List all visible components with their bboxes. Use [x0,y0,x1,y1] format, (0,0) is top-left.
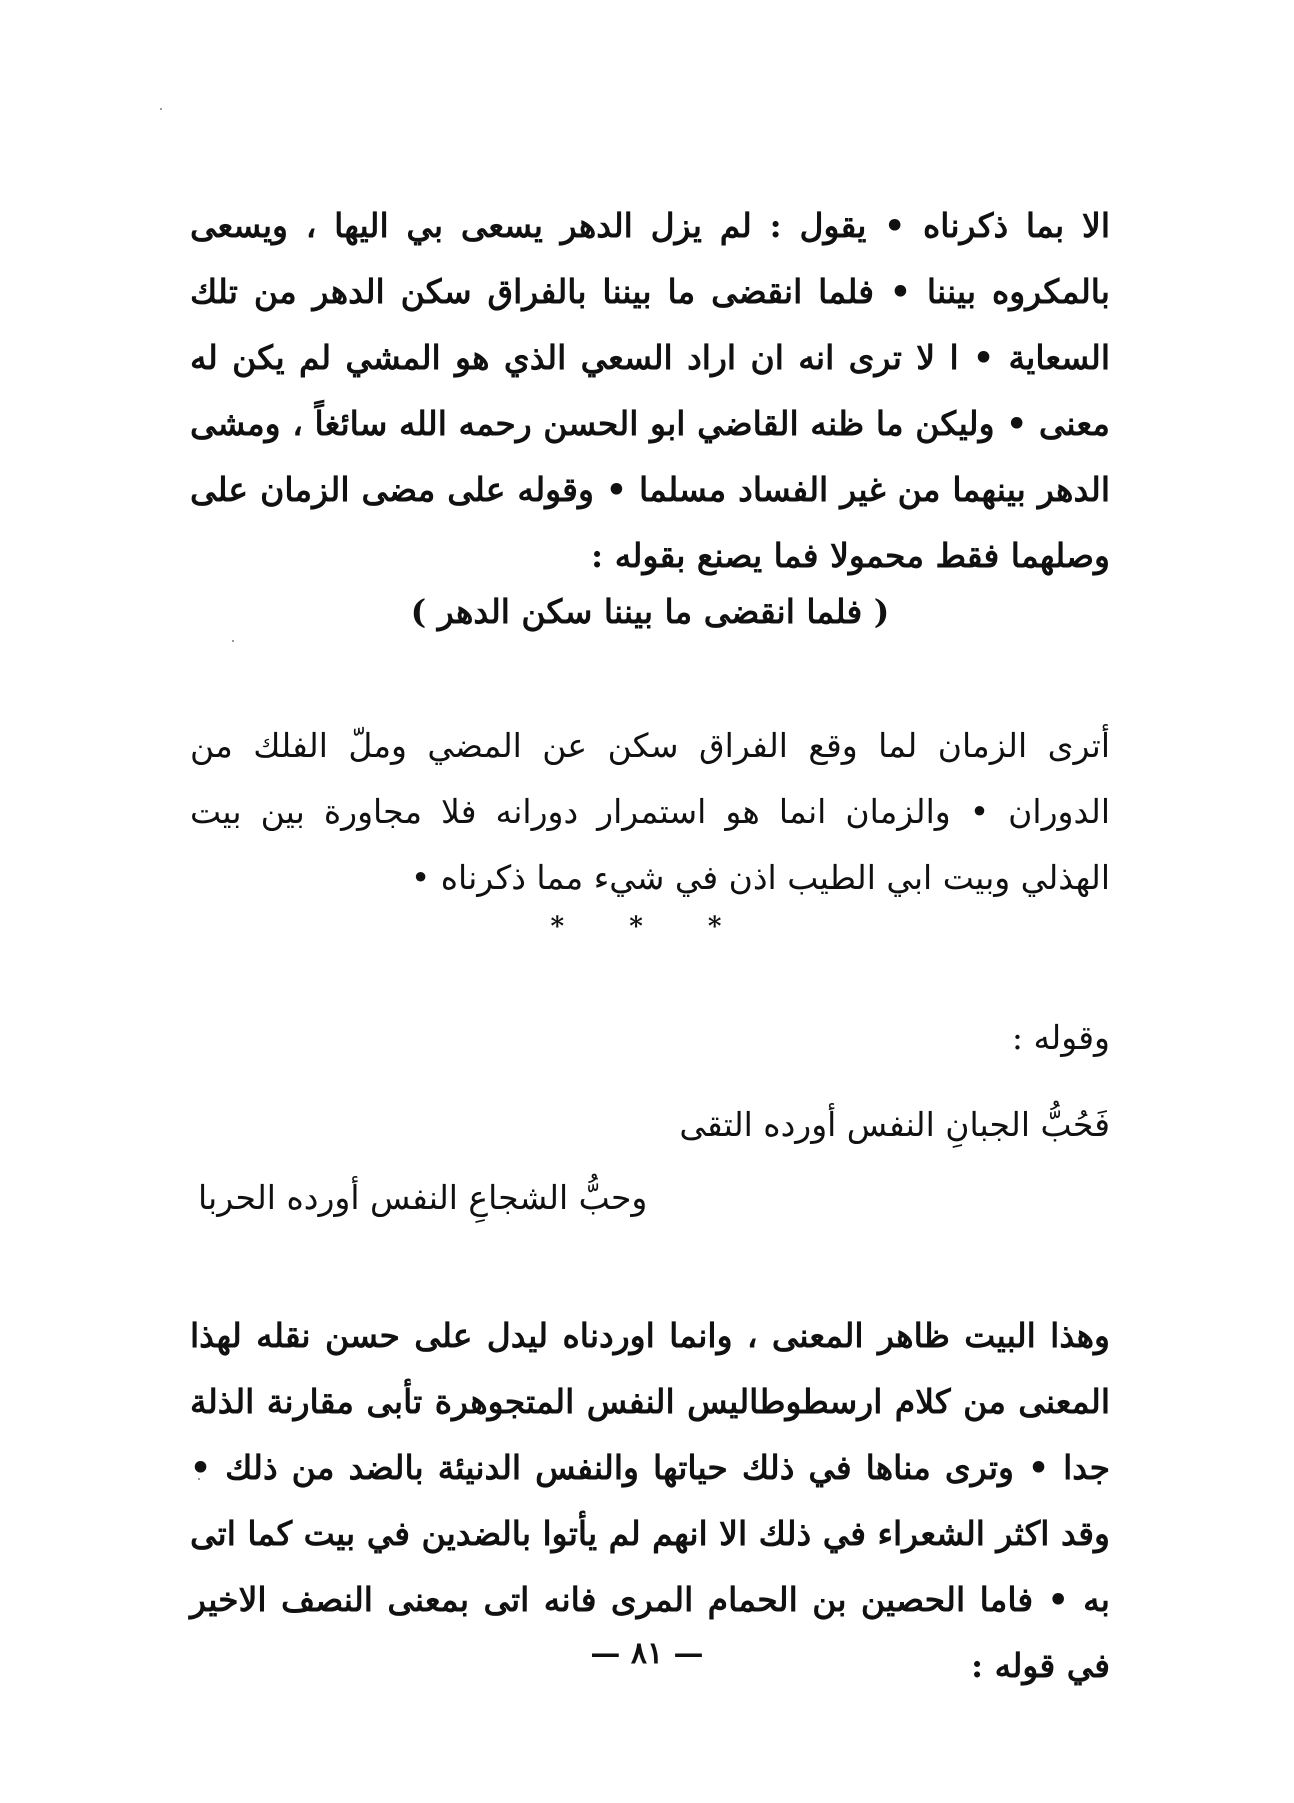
quoted-hemistich: ( فلما انقضى ما بيننا سكن الدهر ) [410,592,890,631]
section-separator: * * * [550,912,750,942]
paragraph-1: الا بما ذكرناه • يقول : لم يزل الدهر يسعى بي اليها ، ويسعى بالمكروه بيننا • فلما انقضى ما بيننا بالفراق سكن الدهر من تلك السعاية • ا لا ترى انه ان اراد السعي الذي هو المشي لم يكن له معنى • وليكن ما ظنه القاضي ابو الحسن رحمه الله سائغاً ، ومشى الدهر بينهما من غير الفساد مسلما • وقوله على مضى الزمان على وصلهما فقط محمولا فما يصنع بقوله : [190,206,1110,575]
verse-introduction: وقوله : [1011,1018,1110,1057]
paragraph-2: أترى الزمان لما وقع الفراق سكن عن المضي وملّ الفلك من الدوران • والزمان انما هو استمرار دورانه فلا مجاورة بين بيت الهذلي وبيت ابي الطيب اذن في شيء مما ذكرناه • [190,726,1110,897]
verse-second-hemistich: وحبُّ الشجاعِ النفس أورده الحربا [198,1178,648,1217]
page-number: — ٨١ — [590,1636,704,1671]
verse-first-hemistich: فَحُبُّ الجبانِ النفس أورده التقى [679,1105,1110,1144]
paragraph-3: وهذا البيت ظاهر المعنى ، وانما اوردناه ليدل على حسن نقله لهذا المعنى من كلام ارسطوطاليس النفس المتجوهرة تأبى مقارنة الذلة جدا • وترى مناها في ذلك حياتها والنفس الدنيئة بالضد من ذلك • وقد اكثر الشعراء في ذلك الا انهم لم يأتوا بالضدين في بيت كما اتى به • فاما الحصين بن الحمام المرى فانه اتى بمعنى النصف الاخير في قوله : [190,1316,1110,1685]
scan-speck [160,108,162,110]
scan-speck [232,640,234,642]
